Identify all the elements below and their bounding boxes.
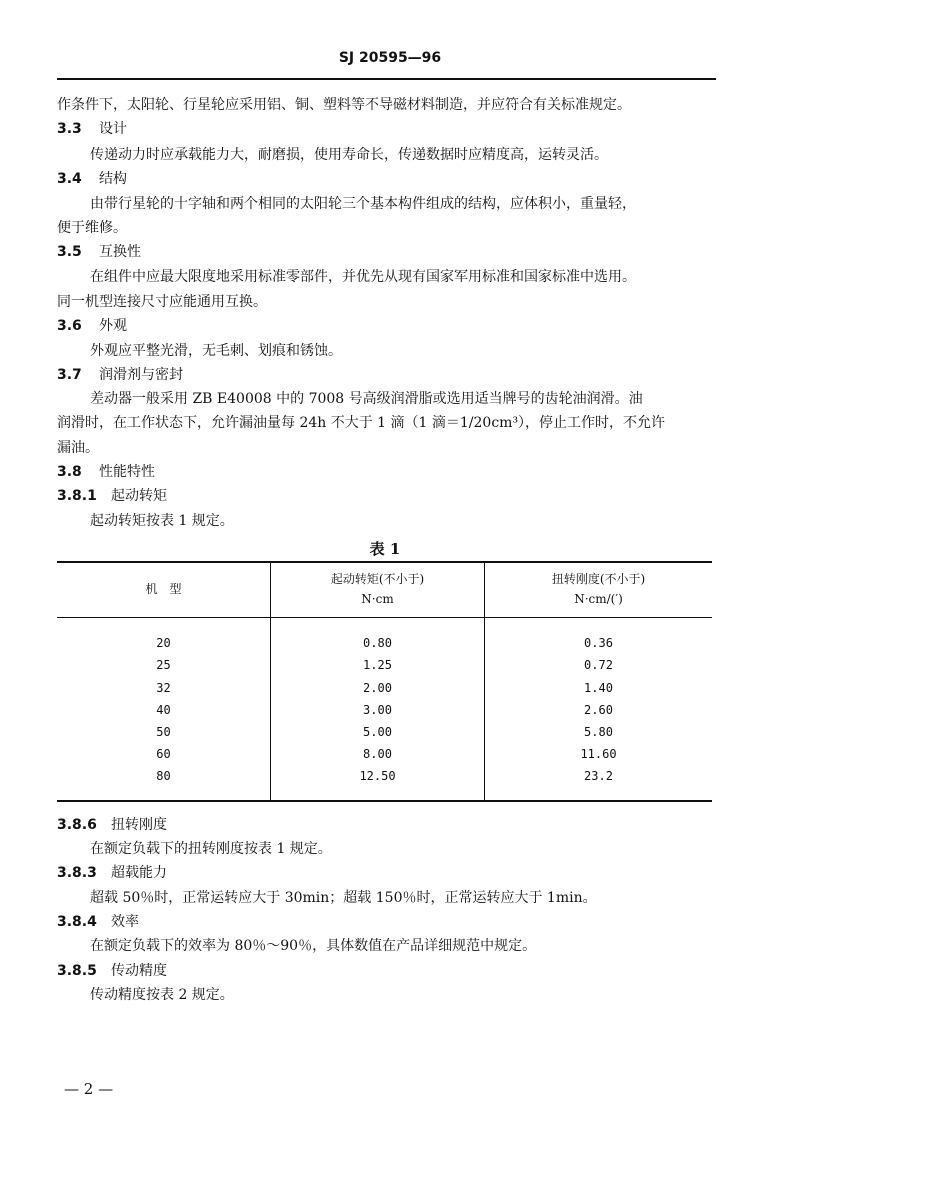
paragraph: 差动器一般采用 ZB E40008 中的 7008 号高级润滑脂或选用适当牌号的齿轮油润滑。油 xyxy=(90,391,643,407)
cell-torque: 2.00 xyxy=(363,681,392,695)
section-number: 3.6 xyxy=(57,318,82,334)
paragraph: 外观应平整光滑，无毛刺、划痕和锈蚀。 xyxy=(90,343,342,359)
section-number: 3.7 xyxy=(57,367,82,383)
section-title: 超载能力 xyxy=(111,865,167,881)
section-title: 设计 xyxy=(99,121,127,137)
section-number: 3.4 xyxy=(57,171,82,187)
section-title: 效率 xyxy=(111,914,139,930)
paragraph: 在额定负载下的扭转刚度按表 1 规定。 xyxy=(90,841,332,857)
section-title: 互换性 xyxy=(99,244,141,260)
cell-torque: 12.50 xyxy=(359,769,396,783)
section-heading-3-8-5 xyxy=(57,962,167,980)
cell-model: 25 xyxy=(156,658,171,672)
cell-model: 40 xyxy=(156,703,171,717)
cell-stiffness: 2.60 xyxy=(584,703,613,717)
header-start-torque xyxy=(271,569,484,609)
section-heading-3-8-1 xyxy=(57,487,167,505)
section-heading-3-8 xyxy=(57,463,155,481)
header-model: 机 型 xyxy=(145,582,182,596)
section-number: 3.8.3 xyxy=(57,865,97,881)
section-heading-3-8-4 xyxy=(57,913,139,931)
table-caption: 表 1 xyxy=(369,540,401,558)
paragraph: 超载 50％时，正常运转应大于 30min；超载 150％时，正常运转应大于 1min。 xyxy=(90,890,597,906)
section-title: 起动转矩 xyxy=(111,488,167,504)
cell-stiffness: 1.40 xyxy=(584,681,613,695)
section-number: 3.8.5 xyxy=(57,963,97,979)
section-title: 扭转刚度 xyxy=(111,817,167,833)
cell-model: 32 xyxy=(156,681,171,695)
section-heading-3-7 xyxy=(57,366,183,384)
header-line: 扭转刚度(不小于) xyxy=(551,572,646,586)
section-title: 传动精度 xyxy=(111,963,167,979)
section-number: 3.8 xyxy=(57,464,82,480)
cell-torque: 3.00 xyxy=(363,703,392,717)
paragraph: 传动精度按表 2 规定。 xyxy=(90,987,234,1003)
cell-torque: 8.00 xyxy=(363,747,392,761)
paragraph: 漏油。 xyxy=(57,440,99,456)
cell-stiffness: 0.72 xyxy=(584,658,613,672)
paragraph: 便于维修。 xyxy=(57,220,127,236)
section-number: 3.8.1 xyxy=(57,488,97,504)
cell-stiffness: 11.60 xyxy=(580,747,617,761)
section-heading-3-3 xyxy=(57,120,127,138)
cell-model: 80 xyxy=(156,769,171,783)
cell-model: 50 xyxy=(156,725,171,739)
cell-stiffness: 5.80 xyxy=(584,725,613,739)
header-line: 起动转矩(不小于) xyxy=(330,572,425,586)
section-heading-3-4 xyxy=(57,170,127,188)
cell-stiffness: 23.2 xyxy=(584,769,613,783)
paragraph: 起动转矩按表 1 规定。 xyxy=(90,513,234,529)
section-number: 3.8.4 xyxy=(57,914,97,930)
header-unit: N·cm xyxy=(361,592,394,606)
paragraph: 在额定负载下的效率为 80％～90％，具体数值在产品详细规范中规定。 xyxy=(90,938,537,954)
table-header-rule xyxy=(57,617,712,618)
section-heading-3-5 xyxy=(57,243,141,261)
paragraph: 润滑时，在工作状态下，允许漏油量每 24h 不大于 1 滴（1 滴＝1/20cm³），停止工作时，不允许 xyxy=(57,415,666,431)
cell-torque: 5.00 xyxy=(363,725,392,739)
section-number: 3.8.6 xyxy=(57,817,97,833)
cell-torque: 0.80 xyxy=(363,636,392,650)
section-heading-3-6 xyxy=(57,317,127,335)
header-rule xyxy=(57,78,716,80)
cell-model: 60 xyxy=(156,747,171,761)
section-title: 性能特性 xyxy=(99,464,155,480)
section-heading-3-8-6 xyxy=(57,816,167,834)
table-bottom-rule xyxy=(57,800,712,802)
section-number: 3.3 xyxy=(57,121,82,137)
section-heading-3-8-3 xyxy=(57,864,167,882)
section-number: 3.5 xyxy=(57,244,82,260)
header-torsional-stiffness xyxy=(485,569,712,609)
paragraph: 同一机型连接尺寸应能通用互换。 xyxy=(57,294,267,310)
paragraph: 传递动力时应承载能力大，耐磨损，使用寿命长，传递数据时应精度高，运转灵活。 xyxy=(90,147,608,163)
section-title: 结构 xyxy=(99,171,127,187)
paragraph: 由带行星轮的十字轴和两个相同的太阳轮三个基本构件组成的结构，应体积小，重量轻， xyxy=(90,196,636,212)
page-number: — 2 — xyxy=(64,1080,114,1098)
document-code: SJ 20595—96 xyxy=(338,50,442,66)
cell-torque: 1.25 xyxy=(363,658,392,672)
header-unit: N·cm/(′) xyxy=(574,592,623,606)
section-title: 润滑剂与密封 xyxy=(99,367,183,383)
cell-stiffness: 0.36 xyxy=(584,636,613,650)
paragraph: 作条件下，太阳轮、行星轮应采用铝、铜、塑料等不导磁材料制造，并应符合有关标准规定。 xyxy=(57,97,631,113)
section-title: 外观 xyxy=(99,318,127,334)
cell-model: 20 xyxy=(156,636,171,650)
table-top-rule xyxy=(57,561,712,563)
paragraph: 在组件中应最大限度地采用标准零部件，并优先从现有国家军用标准和国家标准中选用。 xyxy=(90,269,636,285)
